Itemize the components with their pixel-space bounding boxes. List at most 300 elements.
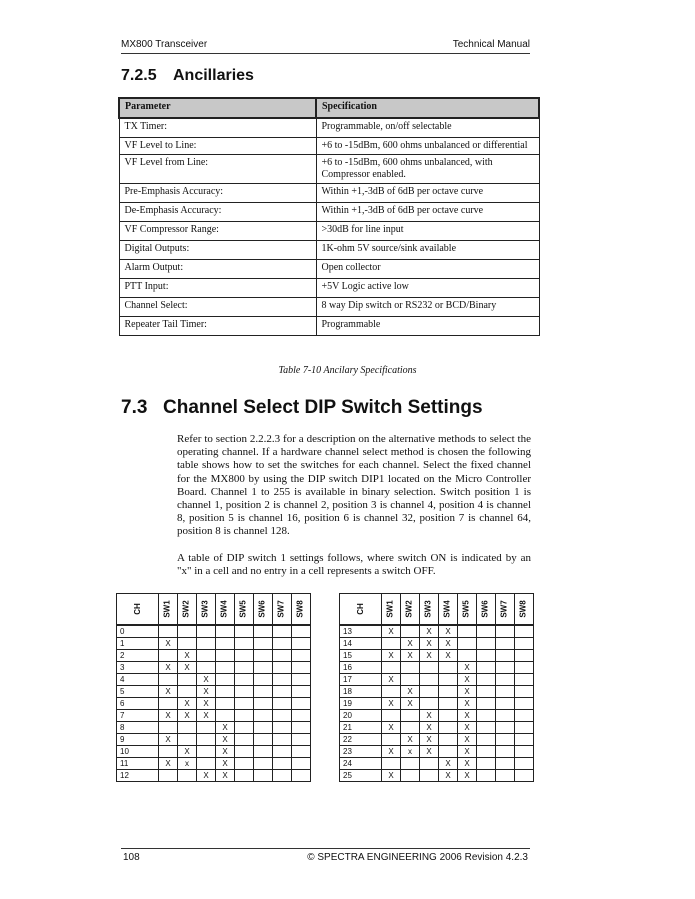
spec-value: Open collector (316, 260, 539, 279)
dip-switch-cell (216, 662, 235, 674)
dip-channel-cell: 1 (117, 638, 159, 650)
dip-row (117, 674, 311, 686)
dip-switch-cell (292, 758, 311, 770)
dip-switch-cell: X (197, 698, 216, 710)
spec-parameter: De-Emphasis Accuracy: (119, 203, 316, 222)
dip-header-cell (273, 594, 292, 626)
dip-row (340, 625, 534, 638)
dip-switch-cell (401, 758, 420, 770)
dip-switch-cell (178, 625, 197, 638)
dip-switch-cell (439, 710, 458, 722)
dip-switch-cell (254, 625, 273, 638)
dip-table-right (339, 593, 534, 782)
dip-switch-cell: x (178, 758, 197, 770)
dip-header-cell (235, 594, 254, 626)
dip-header-cell (159, 594, 178, 626)
dip-header-label: CH (132, 603, 142, 615)
dip-row (117, 722, 311, 734)
spec-parameter: Digital Outputs: (119, 241, 316, 260)
dip-switch-cell (496, 662, 515, 674)
dip-switch-cell (515, 674, 534, 686)
dip-header-label: SW4 (220, 600, 229, 618)
spec-value: 8 way Dip switch or RS232 or BCD/Binary (316, 298, 539, 317)
dip-switch-cell (254, 638, 273, 650)
dip-switch-cell: X (420, 710, 439, 722)
dip-switch-cell (420, 770, 439, 782)
dip-switch-cell (178, 674, 197, 686)
dip-switch-cell (235, 638, 254, 650)
dip-switch-cell (197, 625, 216, 638)
dip-switch-cell: X (216, 734, 235, 746)
dip-switch-cell (159, 770, 178, 782)
dip-switch-cell: X (458, 686, 477, 698)
dip-row (117, 638, 311, 650)
dip-header-cell (401, 594, 420, 626)
dip-switch-cell (216, 650, 235, 662)
dip-switch-cell (159, 722, 178, 734)
dip-header-cell (477, 594, 496, 626)
dip-header-cell (216, 594, 235, 626)
dip-switch-cell (496, 722, 515, 734)
spec-row (119, 260, 539, 279)
dip-switch-cell (477, 746, 496, 758)
dip-channel-cell: 24 (340, 758, 382, 770)
dip-switch-cell (216, 710, 235, 722)
dip-switch-cell (382, 758, 401, 770)
dip-switch-cell (515, 662, 534, 674)
dip-switch-cell: X (382, 722, 401, 734)
dip-switch-cell: X (458, 758, 477, 770)
dip-channel-cell: 19 (340, 698, 382, 710)
dip-header-label: SW7 (500, 600, 509, 618)
dip-switch-cell (273, 734, 292, 746)
dip-switch-cell (235, 650, 254, 662)
dip-switch-cell (235, 746, 254, 758)
spec-value: Programmable (316, 317, 539, 336)
dip-switch-cell (477, 710, 496, 722)
dip-header-label: SW8 (296, 600, 305, 618)
dip-switch-cell: X (178, 662, 197, 674)
dip-switch-cell (292, 686, 311, 698)
dip-header-label: SW5 (239, 600, 248, 618)
dip-channel-cell: 8 (117, 722, 159, 734)
dip-switch-cell (477, 698, 496, 710)
dip-switch-cell (216, 698, 235, 710)
dip-row (340, 638, 534, 650)
dip-channel-cell: 16 (340, 662, 382, 674)
dip-switch-cell: X (178, 710, 197, 722)
dip-switch-cell (496, 710, 515, 722)
dip-switch-cell (159, 674, 178, 686)
dip-channel-cell: 6 (117, 698, 159, 710)
dip-switch-cell (496, 758, 515, 770)
dip-switch-cell (254, 734, 273, 746)
main-heading (121, 397, 483, 419)
copyright: © SPECTRA ENGINEERING 2006 Revision 4.2.3 (307, 852, 528, 863)
dip-switch-cell (477, 734, 496, 746)
dip-switch-cell: X (401, 686, 420, 698)
dip-switch-cell: X (159, 638, 178, 650)
dip-switch-cell (401, 662, 420, 674)
dip-switch-cell (420, 674, 439, 686)
spec-value: 1K-ohm 5V source/sink available (316, 241, 539, 260)
dip-header-cell (382, 594, 401, 626)
dip-switch-cell (197, 722, 216, 734)
spec-parameter: VF Level to Line: (119, 138, 316, 155)
dip-switch-cell (273, 770, 292, 782)
dip-channel-cell: 23 (340, 746, 382, 758)
dip-row (117, 625, 311, 638)
dip-switch-cell (254, 746, 273, 758)
dip-switch-cell: X (159, 686, 178, 698)
dip-row (117, 698, 311, 710)
spec-table (118, 97, 540, 336)
dip-switch-cell (496, 746, 515, 758)
dip-switch-cell (496, 686, 515, 698)
dip-switch-cell (235, 722, 254, 734)
dip-switch-cell: X (420, 734, 439, 746)
dip-switch-cell: X (439, 625, 458, 638)
dip-header-cell (515, 594, 534, 626)
dip-switch-cell: X (159, 710, 178, 722)
dip-channel-cell: 2 (117, 650, 159, 662)
dip-row (340, 758, 534, 770)
dip-switch-cell: X (159, 662, 178, 674)
dip-switch-cell (477, 638, 496, 650)
spec-value: +6 to -15dBm, 600 ohms unbalanced or differential (316, 138, 539, 155)
dip-channel-cell: 22 (340, 734, 382, 746)
dip-switch-cell (496, 698, 515, 710)
dip-switch-cell (254, 650, 273, 662)
dip-switch-cell (292, 638, 311, 650)
dip-switch-cell: X (382, 770, 401, 782)
dip-switch-cell (420, 686, 439, 698)
dip-switch-cell (178, 722, 197, 734)
dip-switch-cell: X (458, 722, 477, 734)
dip-switch-cell: x (401, 746, 420, 758)
dip-channel-cell: 17 (340, 674, 382, 686)
dip-switch-cell (515, 625, 534, 638)
dip-switch-cell: X (216, 758, 235, 770)
dip-header-label: CH (355, 603, 365, 615)
spec-row (119, 222, 539, 241)
spec-value: >30dB for line input (316, 222, 539, 241)
header-manual: Technical Manual (452, 39, 530, 50)
dip-switch-cell (292, 770, 311, 782)
dip-switch-cell (273, 710, 292, 722)
dip-switch-cell (273, 722, 292, 734)
dip-switch-cell (292, 625, 311, 638)
dip-switch-cell: X (401, 638, 420, 650)
dip-switch-cell (515, 758, 534, 770)
dip-switch-cell: X (159, 734, 178, 746)
dip-switch-cell: X (216, 722, 235, 734)
dip-switch-cell: X (178, 746, 197, 758)
dip-switch-cell (496, 625, 515, 638)
dip-switch-cell (159, 746, 178, 758)
dip-row (340, 662, 534, 674)
dip-switch-cell (382, 710, 401, 722)
spec-row (119, 279, 539, 298)
main-section-number: 7.3 (121, 397, 148, 418)
dip-row (340, 698, 534, 710)
spec-header-specification: Specification (316, 98, 539, 118)
dip-switch-cell (477, 625, 496, 638)
dip-header-cell (439, 594, 458, 626)
dip-switch-cell: X (178, 698, 197, 710)
dip-switch-cell (439, 662, 458, 674)
dip-channel-cell: 25 (340, 770, 382, 782)
dip-header-cell (458, 594, 477, 626)
dip-switch-cell: X (197, 686, 216, 698)
page-number: 108 (123, 852, 140, 863)
main-section-title: Channel Select DIP Switch Settings (163, 397, 483, 418)
table-caption: Table 7-10 Ancilary Specifications (278, 365, 417, 376)
dip-switch-cell (401, 625, 420, 638)
dip-row (117, 758, 311, 770)
dip-switch-cell (273, 650, 292, 662)
dip-switch-cell (273, 698, 292, 710)
dip-row (117, 770, 311, 782)
spec-value: Within +1,-3dB of 6dB per octave curve (316, 184, 539, 203)
dip-switch-cell (292, 722, 311, 734)
section-heading (121, 67, 254, 85)
dip-switch-cell (439, 734, 458, 746)
dip-row (117, 650, 311, 662)
dip-header-label: SW8 (519, 600, 528, 618)
dip-switch-cell (178, 638, 197, 650)
dip-switch-cell (254, 674, 273, 686)
dip-switch-cell (178, 734, 197, 746)
spec-header-parameter: Parameter (119, 98, 316, 118)
dip-row (340, 674, 534, 686)
dip-switch-cell (439, 722, 458, 734)
dip-switch-cell (496, 770, 515, 782)
spec-row (119, 184, 539, 203)
section-title: Ancillaries (173, 67, 254, 84)
dip-switch-cell (235, 710, 254, 722)
dip-switch-cell (235, 734, 254, 746)
dip-switch-cell: X (420, 722, 439, 734)
spec-header-row (119, 98, 539, 118)
dip-switch-cell (197, 638, 216, 650)
dip-switch-cell (235, 770, 254, 782)
dip-switch-cell (292, 662, 311, 674)
dip-switch-cell: X (420, 650, 439, 662)
dip-header-label: SW6 (258, 600, 267, 618)
page-footer (121, 848, 530, 865)
dip-channel-cell: 3 (117, 662, 159, 674)
spec-row (119, 241, 539, 260)
dip-switch-cell (382, 662, 401, 674)
spec-row (119, 138, 539, 155)
dip-table-left (116, 593, 311, 782)
dip-switch-cell (178, 770, 197, 782)
spec-parameter: PTT Input: (119, 279, 316, 298)
dip-header-row (340, 594, 534, 626)
dip-switch-cell (420, 758, 439, 770)
dip-row (117, 746, 311, 758)
spec-row (119, 118, 539, 138)
dip-header-label: SW3 (424, 600, 433, 618)
dip-switch-cell (273, 638, 292, 650)
dip-switch-cell (254, 710, 273, 722)
dip-switch-cell (254, 758, 273, 770)
dip-header-cell (117, 594, 159, 626)
dip-switch-cell (458, 650, 477, 662)
dip-switch-cell (382, 686, 401, 698)
dip-switch-cell: X (420, 625, 439, 638)
dip-switch-cell: X (401, 734, 420, 746)
dip-row (340, 734, 534, 746)
spec-row (119, 317, 539, 336)
dip-switch-cell: X (216, 746, 235, 758)
dip-switch-cell: X (439, 770, 458, 782)
dip-header-cell (340, 594, 382, 626)
dip-row (340, 770, 534, 782)
dip-switch-cell (515, 638, 534, 650)
spec-value: Within +1,-3dB of 6dB per octave curve (316, 203, 539, 222)
dip-header-label: SW2 (182, 600, 191, 618)
dip-switch-cell (292, 746, 311, 758)
dip-switch-cell (477, 722, 496, 734)
dip-switch-cell (273, 746, 292, 758)
dip-switch-cell (477, 758, 496, 770)
dip-switch-cell: X (458, 770, 477, 782)
dip-channel-cell: 0 (117, 625, 159, 638)
spec-row (119, 155, 539, 184)
dip-header-label: SW4 (443, 600, 452, 618)
dip-switch-cell (235, 686, 254, 698)
dip-switch-cell (292, 734, 311, 746)
dip-switch-cell (477, 650, 496, 662)
dip-switch-cell (235, 662, 254, 674)
dip-channel-cell: 10 (117, 746, 159, 758)
body-paragraph-2: A table of DIP switch 1 settings follows, where switch ON is indicated by an "x" in a cell and no entry in a cell represents a switch OFF. (177, 552, 531, 578)
dip-switch-cell: X (458, 710, 477, 722)
dip-switch-cell (159, 650, 178, 662)
dip-switch-cell: X (401, 650, 420, 662)
dip-switch-cell (477, 674, 496, 686)
dip-header-cell (292, 594, 311, 626)
dip-row (117, 710, 311, 722)
dip-channel-cell: 20 (340, 710, 382, 722)
spec-parameter: Repeater Tail Timer: (119, 317, 316, 336)
dip-row (340, 746, 534, 758)
dip-switch-cell: X (458, 662, 477, 674)
dip-channel-cell: 4 (117, 674, 159, 686)
dip-switch-cell (197, 758, 216, 770)
dip-channel-cell: 21 (340, 722, 382, 734)
spec-parameter: TX Timer: (119, 118, 316, 138)
spec-value: +6 to -15dBm, 600 ohms unbalanced, with Compressor enabled. (316, 155, 539, 184)
page-header (121, 37, 530, 54)
dip-switch-cell (515, 734, 534, 746)
dip-switch-cell: X (197, 674, 216, 686)
dip-switch-cell (458, 625, 477, 638)
dip-channel-cell: 7 (117, 710, 159, 722)
dip-switch-cell (515, 710, 534, 722)
dip-switch-cell (458, 638, 477, 650)
spec-row (119, 298, 539, 317)
dip-switch-cell (254, 686, 273, 698)
dip-switch-cell (292, 710, 311, 722)
dip-header-label: SW1 (163, 600, 172, 618)
dip-switch-cell (477, 686, 496, 698)
dip-switch-cell: X (382, 746, 401, 758)
dip-row (340, 722, 534, 734)
dip-switch-cell (515, 770, 534, 782)
dip-row (340, 710, 534, 722)
dip-row (340, 686, 534, 698)
dip-switch-cell: X (420, 638, 439, 650)
dip-row (117, 662, 311, 674)
dip-channel-cell: 14 (340, 638, 382, 650)
dip-channel-cell: 9 (117, 734, 159, 746)
dip-switch-cell: X (382, 625, 401, 638)
dip-switch-cell (273, 686, 292, 698)
dip-switch-cell (273, 674, 292, 686)
dip-switch-cell (401, 674, 420, 686)
dip-switch-cell: X (401, 698, 420, 710)
dip-header-label: SW3 (201, 600, 210, 618)
dip-switch-cell (420, 662, 439, 674)
dip-switch-cell (197, 662, 216, 674)
dip-header-cell (178, 594, 197, 626)
dip-switch-cell (382, 734, 401, 746)
dip-switch-cell (216, 638, 235, 650)
dip-switch-cell (216, 686, 235, 698)
dip-switch-cell (235, 625, 254, 638)
dip-switch-cell: X (159, 758, 178, 770)
dip-switch-cell (496, 734, 515, 746)
dip-header-label: SW5 (462, 600, 471, 618)
dip-switch-cell (496, 650, 515, 662)
dip-switch-cell: X (197, 770, 216, 782)
dip-row (117, 734, 311, 746)
dip-switch-cell (382, 638, 401, 650)
dip-header-label: SW6 (481, 600, 490, 618)
dip-switch-cell: X (458, 734, 477, 746)
spec-value: +5V Logic active low (316, 279, 539, 298)
dip-switch-cell (235, 758, 254, 770)
dip-switch-cell (292, 698, 311, 710)
dip-switch-cell (401, 722, 420, 734)
dip-switch-cell (197, 734, 216, 746)
body-paragraph-1: Refer to section 2.2.2.3 for a description on the alternative methods to select the operating channel. If a hardware channel select method is chosen the following table shows how to set the switches for each channel. Select the fixed channel for the MX800 by using the DIP switch DIP1 located on the Micro Controller Board. Channel 1 to 255 is available in binary selection. Switch position 1 is channel 1, position 2 is channel 2, position 3 is channel 4, position 4 is channel 8, position 5 is channel 16, position 6 is channel 32, position 7 is channel 64, position 8 is channel 128. (177, 433, 531, 538)
dip-switch-cell (439, 746, 458, 758)
dip-switch-cell (273, 662, 292, 674)
dip-switch-cell (477, 770, 496, 782)
dip-switch-cell (273, 625, 292, 638)
dip-switch-cell (515, 650, 534, 662)
dip-switch-cell (254, 722, 273, 734)
dip-switch-cell (420, 698, 439, 710)
dip-header-label: SW7 (277, 600, 286, 618)
dip-channel-cell: 11 (117, 758, 159, 770)
dip-channel-cell: 15 (340, 650, 382, 662)
dip-switch-cell (178, 686, 197, 698)
dip-switch-cell (254, 770, 273, 782)
dip-switch-cell (197, 746, 216, 758)
dip-header-label: SW1 (386, 600, 395, 618)
dip-switch-cell (439, 698, 458, 710)
dip-switch-cell: X (458, 698, 477, 710)
dip-switch-cell (439, 686, 458, 698)
dip-switch-cell (401, 710, 420, 722)
dip-switch-cell (477, 662, 496, 674)
dip-channel-cell: 12 (117, 770, 159, 782)
